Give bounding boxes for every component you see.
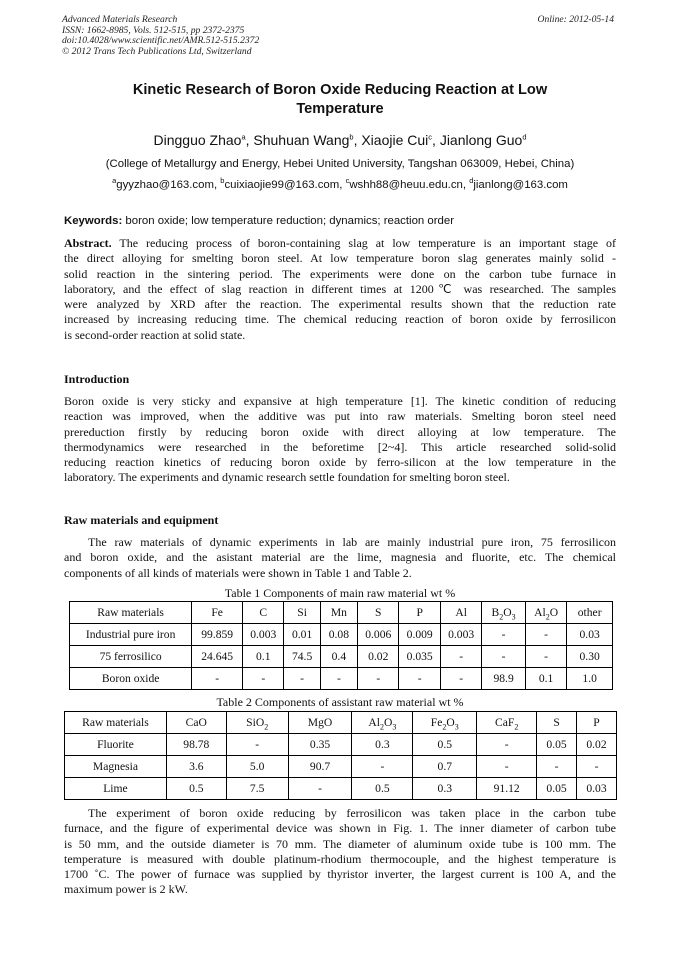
table-cell: 24.645 (192, 646, 243, 668)
table2-caption: Table 2 Components of assistant raw material wt % (216, 695, 464, 709)
table-cell: 0.02 (358, 646, 399, 668)
table-cell: 98.9 (482, 668, 526, 690)
table-cell: - (320, 668, 357, 690)
online-date: Online: 2012-05-14 (537, 14, 614, 25)
table-cell: 0.30 (567, 646, 613, 668)
table1-header-cell: S (358, 602, 399, 624)
table-cell: Fluorite (65, 734, 167, 756)
email: $^a$gyyzhao@163.com, (112, 176, 221, 191)
intro-line: thermodynamics were researched in the beforetime [2~4]. This article researched solid-solid (64, 439, 616, 454)
table-cell: Magnesia (65, 756, 167, 778)
journal-header (62, 15, 618, 57)
table-cell: - (525, 646, 566, 668)
intro-line: reducing reaction kinetics of reducing boron oxide by ferro-silicon at the low temperature in the (64, 455, 616, 470)
table-cell: - (482, 624, 526, 646)
table-cell: 0.006 (358, 624, 399, 646)
introduction-heading: Introduction (64, 372, 130, 386)
experiment-line: The experiment of boron oxide reducing by ferrosilicon was taken place in the carbon tube (88, 806, 616, 820)
table-cell: - (477, 756, 537, 778)
table-cell: 0.1 (243, 646, 284, 668)
journal-name: Advanced Materials Research (62, 14, 178, 25)
table-cell: - (399, 668, 440, 690)
table1-header-cell: $B_2O_3$ (482, 602, 526, 624)
email-list (62, 178, 618, 192)
table-cell: 0.3 (413, 778, 477, 800)
table-cell: 99.859 (192, 624, 243, 646)
email: $^b$cuixiaojie99@163.com, (220, 176, 346, 191)
table-cell: 0.5 (413, 734, 477, 756)
abstract-line: were analyzed by XRD after the reaction. The experimental results shown that the reduction rate (64, 297, 616, 312)
table-cell: 7.5 (226, 778, 288, 800)
table-cell: 0.7 (413, 756, 477, 778)
table1-header-cell: Fe (192, 602, 243, 624)
table1-header-cell: Al (440, 602, 481, 624)
table-cell: - (243, 668, 284, 690)
table-row (70, 624, 613, 646)
table-cell: 0.5 (166, 778, 226, 800)
table-cell: - (577, 756, 617, 778)
table-cell: Industrial pure iron (70, 624, 192, 646)
table-cell: - (477, 734, 537, 756)
journal-issn: ISSN: 1662-8985, Vols. 512-515, pp 2372-2375 (62, 24, 245, 36)
table1-header-cell: C (243, 602, 284, 624)
table-cell: - (440, 668, 481, 690)
email: $^c$wshh88@heuu.edu.cn, (345, 176, 470, 191)
table-cell: 91.12 (477, 778, 537, 800)
table-cell: Boron oxide (70, 668, 192, 690)
table1-caption: Table 1 Components of main raw material wt % (224, 586, 456, 600)
table2-header-cell: S (537, 712, 577, 734)
table-cell: - (358, 668, 399, 690)
table2-header-cell: MgO (288, 712, 352, 734)
table-cell: 1.0 (567, 668, 613, 690)
table2-header-cell: $Al_2O_3$ (352, 712, 413, 734)
title-line-1: Kinetic Research of Boron Oxide Reducing Reaction at Low (132, 82, 548, 98)
experiment-line: furnace, and the figure of experimental device was shown in Fig. 1. The inner diameter of carbon tube (64, 821, 616, 836)
table2-header-cell: SiO$_2$ (226, 712, 288, 734)
table1-header-cell: P (399, 602, 440, 624)
abstract-line: is second-order reaction at solid state. (64, 327, 246, 342)
table-cell: 0.4 (320, 646, 357, 668)
table1-header-cell: other (567, 602, 613, 624)
keywords-text: boron oxide; low temperature reduction; dynamics; reaction order (122, 215, 454, 227)
table-cell: - (525, 624, 566, 646)
journal-copyright: © 2012 Trans Tech Publications Ltd, Switzerland (62, 45, 252, 57)
table-row (70, 668, 613, 690)
table-cell: - (192, 668, 243, 690)
table-cell: 0.08 (320, 624, 357, 646)
table-cell: 0.5 (352, 778, 413, 800)
table-cell: 75 ferrosilico (70, 646, 192, 668)
table-cell: 0.03 (567, 624, 613, 646)
table2-header-cell: CaF$_2$ (477, 712, 537, 734)
table1-header-cell: Mn (320, 602, 357, 624)
raw-materials-heading: Raw materials and equipment (64, 513, 219, 527)
abstract-line: solid reaction in the sintering period. The experiments were done on the carbon tube furnace in (64, 266, 616, 281)
table1-header-cell: Si (284, 602, 320, 624)
table-cell: 0.009 (399, 624, 440, 646)
table-cell: - (352, 756, 413, 778)
table1 (69, 601, 613, 690)
table-cell: 90.7 (288, 756, 352, 778)
intro-line: laboratory. The experiments and dynamic research settle foundation for smelting boron steel. (64, 470, 510, 485)
table-cell: 5.0 (226, 756, 288, 778)
abstract-label: Abstract. (64, 236, 112, 250)
introduction-body (64, 394, 616, 486)
table-row (65, 756, 617, 778)
table-cell: - (482, 646, 526, 668)
table2-header-cell: P (577, 712, 617, 734)
table-cell: 0.035 (399, 646, 440, 668)
table2-header-cell: $Fe_2O_3$ (413, 712, 477, 734)
raw-materials-body (64, 535, 616, 581)
table2-header-cell: Raw materials (65, 712, 167, 734)
author: Dingguo Zhao$^a$, (153, 132, 254, 148)
table-cell: - (226, 734, 288, 756)
table-cell: 0.05 (537, 778, 577, 800)
author: Xiaojie Cui$^c$, (361, 132, 440, 148)
keywords-label: Keywords: (64, 215, 123, 227)
table-cell: 74.5 (284, 646, 320, 668)
table-cell: 0.05 (537, 734, 577, 756)
paper-title (90, 81, 590, 119)
author: Jianlong Guo$^d$ (439, 132, 527, 148)
table-row (70, 646, 613, 668)
table-cell: - (537, 756, 577, 778)
intro-line: Boron oxide is very sticky and expansive at high temperature [1]. The kinetic condition of reducing (64, 394, 616, 408)
table-cell: 0.003 (440, 624, 481, 646)
table-cell: 0.003 (243, 624, 284, 646)
table1-header-cell: Raw materials (70, 602, 192, 624)
table-cell: - (284, 668, 320, 690)
abstract-line: Abstract. The reducing process of boron-containing slag at low temperature is an important stage of (64, 236, 616, 250)
keywords (64, 214, 616, 228)
affiliation: (College of Metallurgy and Energy, Hebei United University, Tangshan 063009, Hebei, China) (105, 158, 575, 170)
author: Shuhuan Wang$^b$, (253, 132, 362, 148)
abstract-line: laboratory, and the effect of slag reaction in different times at 1200℃ was researched. The samples (64, 281, 616, 296)
table2-header-row (65, 712, 617, 734)
experiment-line: is 50 mm, and the outside diameter is 70 mm. The diameter of aluminum oxide tube is 100 mm. The (64, 836, 616, 851)
abstract (64, 236, 616, 343)
author-list (62, 132, 618, 149)
table-cell: 0.35 (288, 734, 352, 756)
table2-header-cell: CaO (166, 712, 226, 734)
table-cell: - (440, 646, 481, 668)
table-cell: 3.6 (166, 756, 226, 778)
table-cell: 0.1 (525, 668, 566, 690)
experiment-body (64, 806, 616, 898)
experiment-line: temperature is measured with double platinum-rhodium thermocouple, and the highest temperature is (64, 851, 616, 866)
abstract-line: the direct alloying for smelting boron steel. At low temperature boron slag generates mainly solid - (64, 251, 616, 266)
journal-doi: doi:10.4028/www.scientific.net/AMR.512-515.2372 (62, 35, 260, 47)
experiment-line: 1700 ˚C. The power of furnace was supplied by thyristor inverter, the largest current is 100 A, and the (64, 867, 616, 882)
intro-line: reaction was improved, when the additive was put into raw materials. Smelting boron steel need (64, 409, 616, 424)
table1-header-cell: $Al_2O$ (525, 602, 566, 624)
experiment-line: maximum power is 2 kW. (64, 882, 188, 897)
raw-materials-line: components of all kinds of materials were shown in Table 1 and Table 2. (64, 565, 412, 580)
table-cell: Lime (65, 778, 167, 800)
table-cell: 0.02 (577, 734, 617, 756)
email: $^d$jianlong@163.com (469, 176, 568, 191)
abstract-line: increased by increasing reducing time. The chemical reducing reaction of boron oxide by ferrosilicon (64, 312, 616, 327)
intro-line: prereduction firstly by reducing boron oxide with direct alloying at low temperature. The (64, 424, 616, 439)
raw-materials-line: and boron oxide, and the asistant material are the lime, magnesia and fluorite, etc. The chemical (64, 550, 616, 565)
table-row (65, 734, 617, 756)
title-line-2: Temperature (296, 101, 384, 117)
table-cell: - (288, 778, 352, 800)
raw-materials-line: The raw materials of dynamic experiments in lab are mainly industrial pure iron, 75 ferrosilicon (88, 535, 616, 549)
table1-header-row (70, 602, 613, 624)
table-cell: 0.01 (284, 624, 320, 646)
table-row (65, 778, 617, 800)
table-cell: 0.03 (577, 778, 617, 800)
table-cell: 98.78 (166, 734, 226, 756)
table2 (64, 711, 617, 800)
table-cell: 0.3 (352, 734, 413, 756)
